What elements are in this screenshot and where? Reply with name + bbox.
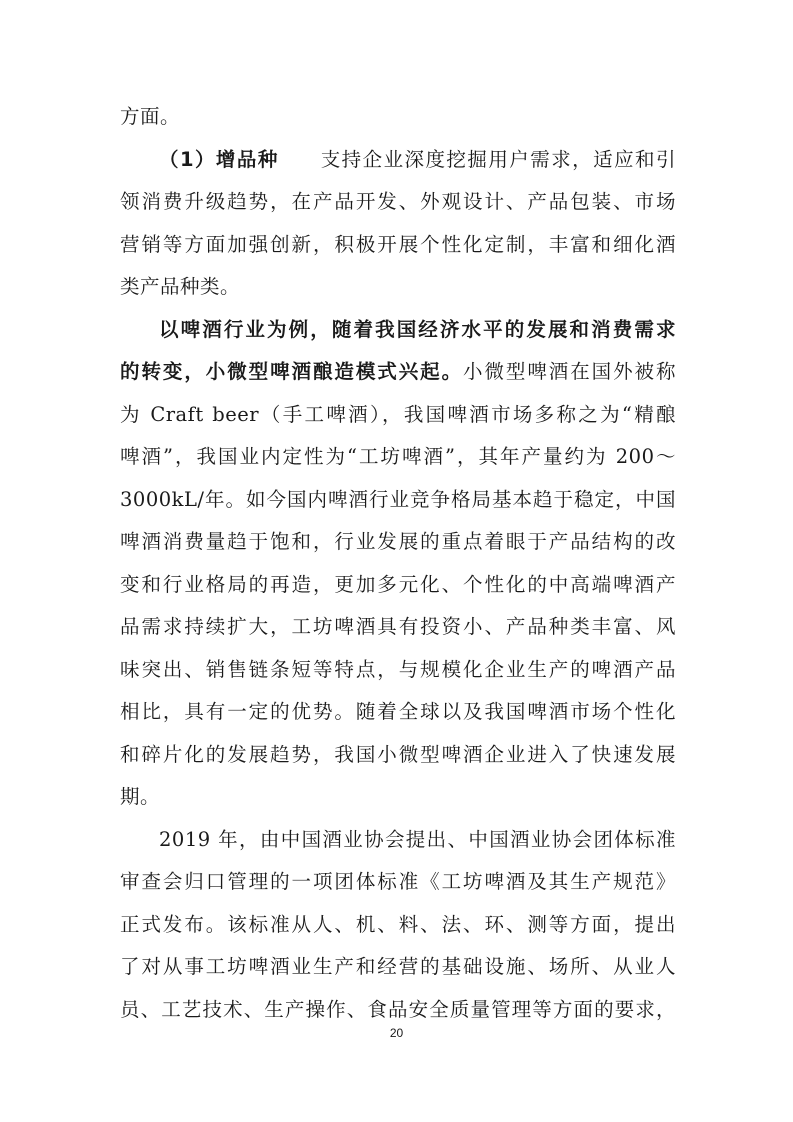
text-run: 支持企业深度挖掘用户需求，适应和引 [278, 147, 676, 171]
text-run: 和碎片化的发展趋势，我国小微型啤酒企业进入了快速发展 [120, 742, 676, 766]
text-line [120, 224, 676, 267]
text-line [120, 479, 676, 522]
text-run: 相比，具有一定的优势。随着全球以及我国啤酒市场个性化 [120, 700, 676, 723]
text-run: 变和行业格局的再造，更加多元化、个性化的中高端啤酒产 [120, 572, 676, 596]
text-run: 为 Craft beer（手工啤酒），我国啤酒市场多称之为“精酿 [120, 402, 676, 426]
text-line [120, 266, 676, 309]
text-line [120, 309, 676, 352]
text-run: 啤酒”，我国业内定性为“工坊啤酒”，其年产量约为 200～ [120, 445, 676, 468]
text-line [120, 139, 676, 182]
text-line [120, 861, 676, 904]
text-line [120, 564, 676, 607]
text-run: 2019 年，由中国酒业协会提出、中国酒业协会团体标准 [159, 827, 676, 851]
text-line [120, 96, 676, 139]
text-run: 了对从事工坊啤酒业生产和经营的基础设施、场所、从业人 [120, 955, 676, 978]
text-run: 3000kL/年。如今国内啤酒行业竞争格局基本趋于稳定，中国 [120, 487, 676, 511]
text-line [120, 606, 676, 649]
text-line [120, 946, 676, 989]
text-run: 啤酒消费量趋于饱和，行业发展的重点着眼于产品结构的改 [120, 530, 676, 553]
text-line [120, 351, 676, 394]
text-line [120, 776, 676, 819]
text-run: 期。 [120, 785, 161, 808]
text-line [120, 649, 676, 692]
text-line [120, 521, 676, 564]
text-run: 方面。 [120, 105, 181, 128]
bold-text-run: 以啤酒行业为例，随着我国经济水平的发展和消费需求 [159, 317, 676, 341]
text-run: 员、工艺技术、生产操作、食品安全质量管理等方面的要求， [120, 997, 676, 1021]
subheading: （1）增品种 [159, 147, 279, 171]
bold-text-run: 的转变，小微型啤酒酿造模式兴起。 [120, 360, 464, 383]
text-run: 领消费升级趋势，在产品开发、外观设计、产品包装、市场 [120, 190, 676, 213]
text-line [120, 691, 676, 734]
text-line [120, 181, 676, 224]
page-number: 20 [389, 1026, 404, 1040]
text-run: 正式发布。该标准从人、机、料、法、环、测等方面，提出 [120, 912, 676, 936]
document-body [120, 96, 676, 1031]
text-line [120, 904, 676, 947]
text-run: 品需求持续扩大，工坊啤酒具有投资小、产品种类丰富、风 [120, 615, 676, 638]
text-line [120, 989, 676, 1032]
text-line [120, 734, 676, 777]
text-run: 营销等方面加强创新，积极开展个性化定制，丰富和细化酒 [120, 232, 676, 256]
text-run: 味突出、销售链条短等特点，与规模化企业生产的啤酒产品 [120, 657, 676, 681]
text-run: 审查会归口管理的一项团体标准《工坊啤酒及其生产规范》 [120, 870, 676, 893]
text-run: 类产品种类。 [120, 275, 241, 298]
text-line [120, 436, 676, 479]
text-line [120, 394, 676, 437]
text-line [120, 819, 676, 862]
text-run: 小微型啤酒在国外被称 [463, 360, 676, 383]
